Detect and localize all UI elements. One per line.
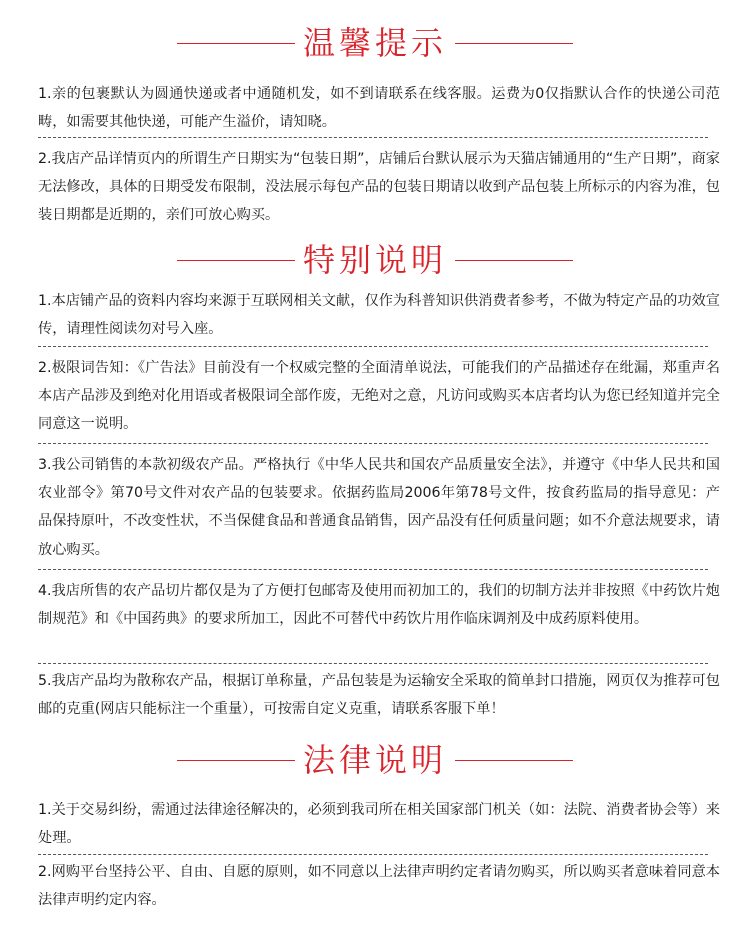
section-heading-legal-notes [0,738,750,782]
section-title: 法律说明 [302,741,447,779]
dashed-divider [38,137,708,138]
dashed-divider [38,346,708,347]
notice-item: 3.我公司销售的本款初级农产品。严格执行《中华人民共和国农产品质量安全法》，并遵守《中华人民共和国农业部令》第70号文件对农产品的包装要求。依据药监局2006年第78号文件，按食药监局的指导意见：产品保持原叶，不改变性状，不当保健食品和普通食品销售，因产品没有任何质量问题；如不介意法规要求，请放心购买。 [38,457,720,558]
heading-rule-left [177,43,295,44]
notice-item: 1.本店铺产品的资料内容均来源于互联网相关文献，仅作为科普知识供消费者参考，不做为特定产品的功效宣传，请理性阅读勿对号入座。 [38,293,720,338]
heading-rule-left [177,260,295,261]
heading-rule-right [455,43,573,44]
dashed-divider [38,443,708,444]
dashed-divider [38,854,708,855]
section-title: 温馨提示 [302,24,447,62]
notice-item: 2.网购平台坚持公平、自由、自愿的原则，如不同意以上法律声明约定者请勿购买，所以购买者意味着同意本法律声明约定内容。 [38,864,720,909]
notice-item: 1.关于交易纠纷，需通过法律途径解决的，必须到我司所在相关国家部门机关（如：法院、消费者协会等）来处理。 [38,802,720,847]
notice-item: 2.我店产品详情页内的所谓生产日期实为“包装日期”，店铺后台默认展示为天猫店铺通用的“生产日期”，商家无法修改，具体的日期受发布限制，没法展示每包产品的包装日期请以收到产品包装上所标示的内容为准，包装日期都是近期的，亲们可放心购买。 [38,151,720,224]
notice-item: 2.极限词告知：《广告法》目前没有一个权威完整的全面清单说法，可能我们的产品描述存在纰漏，郑重声名本店产品涉及到绝对化用语或者极限词全部作废，无绝对之意，凡访问或购买本店者均认为您已经知道并完全同意这一说明。 [38,360,720,433]
notice-item: 4.我店所售的农产品切片都仅是为了方便打包邮寄及使用而初加工的，我们的切制方法并非按照《中药饮片炮制规范》和《中国药典》的要求所加工，因此不可替代中药饮片用作临床调剂及中成药原料使用。 [38,583,720,628]
notice-item: 1.亲的包裹默认为圆通快递或者中通随机发，如不到请联系在线客服。运费为0仅指默认合作的快递公司范畴，如需要其他快递，可能产生溢价，请知晓。 [38,86,720,131]
section-title: 特别说明 [302,241,447,279]
heading-rule-right [455,260,573,261]
section-heading-special-notes [0,238,750,282]
dashed-divider [38,569,708,570]
dashed-divider [38,663,708,664]
heading-rule-right [455,760,573,761]
section-heading-warm-tips [0,21,750,65]
heading-rule-left [177,760,295,761]
notice-item: 5.我店产品均为散称农产品，根据订单称量，产品包装是为运输安全采取的简单封口措施，网页仅为推荐可包邮的克重(网店只能标注一个重量），可按需自定义克重，请联系客服下单！ [38,673,720,718]
